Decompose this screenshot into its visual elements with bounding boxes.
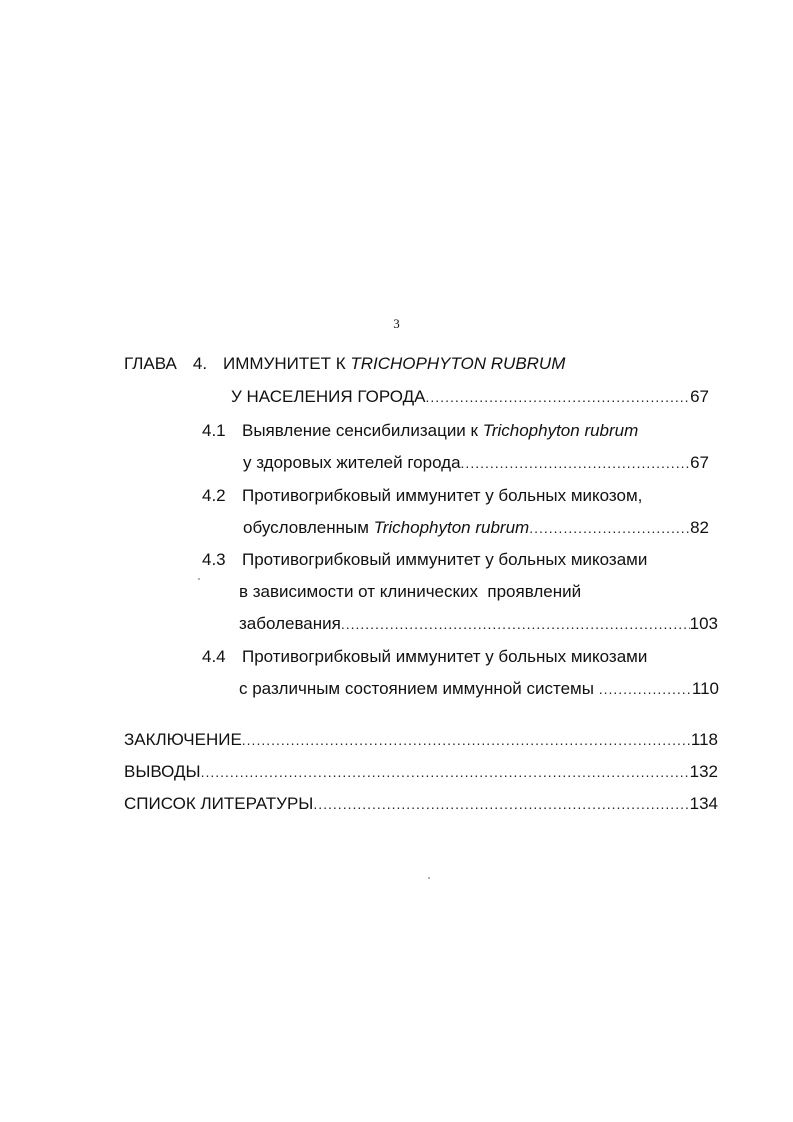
section-title-italic: Trichophyton rubrum <box>373 518 530 537</box>
toc-entry-section-title <box>202 646 647 668</box>
toc-entry-section-title <box>239 581 581 603</box>
toc-entry-section-title <box>202 549 647 571</box>
toc-entry-section[interactable] <box>239 613 718 635</box>
section-number: 4.1 <box>202 421 226 440</box>
page-ref: 82 <box>690 518 709 537</box>
page-ref: 110 <box>691 679 719 698</box>
page-number: 3 <box>393 316 400 331</box>
dot-leader <box>529 517 690 539</box>
section-title-line: заболевания <box>239 614 341 633</box>
chapter-title-prefix: ИММУНИТЕТ К <box>223 354 351 373</box>
toc-entry-section[interactable] <box>239 678 719 700</box>
page-ref: 134 <box>689 794 718 813</box>
toc-entry-section-title <box>202 420 638 442</box>
section-number: 4.2 <box>202 486 226 505</box>
section-title-line: у здоровых жителей города <box>243 453 461 472</box>
scan-speck <box>198 578 200 580</box>
section-title-prefix: Выявление сенсибилизации к <box>242 421 483 440</box>
section-title-prefix: обусловленным <box>243 518 374 537</box>
section-number: 4.4 <box>202 647 226 666</box>
toc-entry-section-title <box>202 485 642 507</box>
toc-entry-conclusion[interactable] <box>124 729 718 751</box>
page-ref: 132 <box>689 762 718 781</box>
chapter-title-line2: У НАСЕЛЕНИЯ ГОРОДА <box>231 387 426 406</box>
entry-label: ЗАКЛЮЧЕНИЕ <box>124 730 242 749</box>
entry-label: СПИСОК ЛИТЕРАТУРЫ <box>124 794 314 813</box>
scan-speck <box>428 877 430 879</box>
dot-leader <box>201 761 690 783</box>
toc-entry-chapter[interactable] <box>231 386 709 408</box>
entry-label: ВЫВОДЫ <box>124 762 201 781</box>
page-ref: 67 <box>690 387 709 406</box>
toc-entry-findings[interactable] <box>124 761 718 783</box>
chapter-title-italic: TRICHOPHYTON RUBRUM <box>350 354 566 373</box>
section-title-line: Противогрибковый иммунитет у больных микозами <box>242 550 648 569</box>
section-title-line: в зависимости от клинических проявлений <box>239 582 582 601</box>
toc-entry-section[interactable] <box>243 452 709 474</box>
chapter-number: 4. <box>192 354 208 373</box>
dot-leader <box>313 793 689 815</box>
dot-leader <box>242 729 691 751</box>
dot-leader <box>461 452 691 474</box>
page-ref: 103 <box>689 614 718 633</box>
chapter-label: ГЛАВА <box>124 354 177 373</box>
dot-leader <box>426 386 691 408</box>
page-ref: 118 <box>690 730 718 749</box>
toc-entry-section[interactable] <box>243 517 709 539</box>
section-number: 4.3 <box>202 550 226 569</box>
chapter-heading <box>124 353 565 375</box>
dot-leader <box>599 678 692 700</box>
section-title-line: Противогрибковый иммунитет у больных микозом, <box>242 486 643 505</box>
section-title-line: Противогрибковый иммунитет у больных микозами <box>242 647 648 666</box>
dot-leader <box>341 613 690 635</box>
page-ref: 67 <box>690 453 709 472</box>
section-title-line: с различным состоянием иммунной системы <box>239 679 599 698</box>
toc-entry-bibliography[interactable] <box>124 793 718 815</box>
section-title-italic: Trichophyton rubrum <box>482 421 639 440</box>
